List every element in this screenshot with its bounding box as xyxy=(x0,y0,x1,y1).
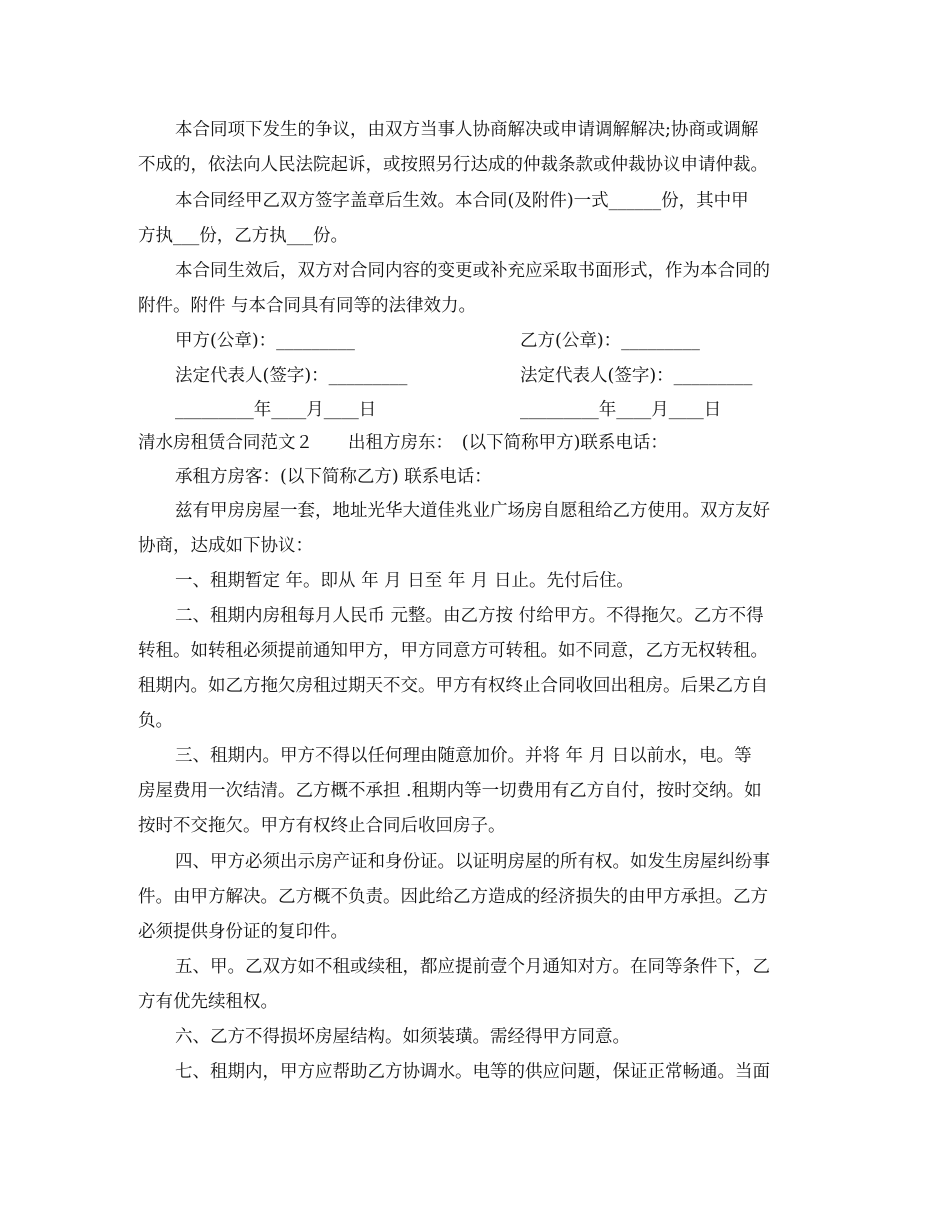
signature-party-a-date: _________年____月____日 xyxy=(175,400,377,420)
clause-2-line-1: 二、租期内房租每月人民币 元整。由乙方按 付给甲方。不得拖欠。乙方不得 xyxy=(175,606,764,626)
signature-party-b-date: _________年____月____日 xyxy=(520,400,722,420)
clause-7-line-1: 七、租期内，甲方应帮助乙方协调水。电等的供应问题，保证正常畅通。当面 xyxy=(175,1062,770,1082)
paragraph-effect-line-2: 方执___份，乙方执___份。 xyxy=(138,226,348,246)
clause-2-line-2: 转租。如转租必须提前通知甲方，甲方同意方可转租。如不同意，乙方无权转租。 xyxy=(138,641,768,661)
clause-2-line-3: 租期内。如乙方拖欠房租过期天不交。甲方有权终止合同收回出租房。后果乙方自 xyxy=(138,676,768,696)
clause-4-line-3: 必须提供身份证的复印件。 xyxy=(138,922,348,942)
signature-party-b-rep: 法定代表人(签字)：_________ xyxy=(520,366,753,386)
clause-1: 一、租期暂定 年。即从 年 月 日至 年 月 日止。先付后住。 xyxy=(175,571,634,591)
clause-6: 六、乙方不得损坏房屋结构。如须装璜。需经得甲方同意。 xyxy=(175,1027,630,1047)
signature-party-a-rep: 法定代表人(签字)：_________ xyxy=(175,366,408,386)
paragraph-effect-line-1: 本合同经甲乙双方签字盖章后生效。本合同(及附件)一式______份，其中甲 xyxy=(175,191,749,211)
clause-4-line-2: 件。由甲方解决。乙方概不负责。因此给乙方造成的经济损失的由甲方承担。乙方 xyxy=(138,887,768,907)
paragraph-intro-line-2: 协商，达成如下协议： xyxy=(138,536,313,556)
clause-2-line-4: 负。 xyxy=(138,711,173,731)
clause-4-line-1: 四、甲方必须出示房产证和身份证。以证明房屋的所有权。如发生房屋纠纷事 xyxy=(175,852,770,872)
clause-3-line-3: 按时不交拖欠。甲方有权终止合同后收回房子。 xyxy=(138,816,506,836)
paragraph-amendment-line-2: 附件。附件 与本合同具有同等的法律效力。 xyxy=(138,296,477,316)
paragraph-dispute-line-1: 本合同项下发生的争议，由双方当事人协商解决或申请调解解决;协商或调解 xyxy=(175,120,759,140)
paragraph-dispute-line-2: 不成的，依法向人民法院起诉，或按照另行达成的仲裁条款或仲裁协议申请仲裁。 xyxy=(138,155,768,175)
section-title-line: 清水房租赁合同范文２ 出租方房东： (以下简称甲方)联系电话： xyxy=(138,433,668,453)
clause-5-line-2: 方有优先续租权。 xyxy=(138,992,278,1012)
paragraph-amendment-line-1: 本合同生效后，双方对合同内容的变更或补充应采取书面形式，作为本合同的 xyxy=(175,261,770,281)
signature-party-a-seal: 甲方(公章)：_________ xyxy=(175,331,355,351)
signature-party-b-seal: 乙方(公章)：_________ xyxy=(520,331,700,351)
clause-3-line-1: 三、租期内。甲方不得以任何理由随意加价。并将 年 月 日以前水，电。等 xyxy=(175,746,752,766)
paragraph-intro-line-1: 兹有甲房房屋一套，地址光华大道佳兆业广场房自愿租给乙方使用。双方友好 xyxy=(175,501,770,521)
tenant-line: 承租方房客：(以下简称乙方) 联系电话： xyxy=(175,467,492,487)
clause-3-line-2: 房屋费用一次结清。乙方概不承担 .租期内等一切费用有乙方自付，按时交纳。如 xyxy=(138,781,762,801)
clause-5-line-1: 五、甲。乙双方如不租或续租，都应提前壹个月通知对方。在同等条件下，乙 xyxy=(175,957,770,977)
